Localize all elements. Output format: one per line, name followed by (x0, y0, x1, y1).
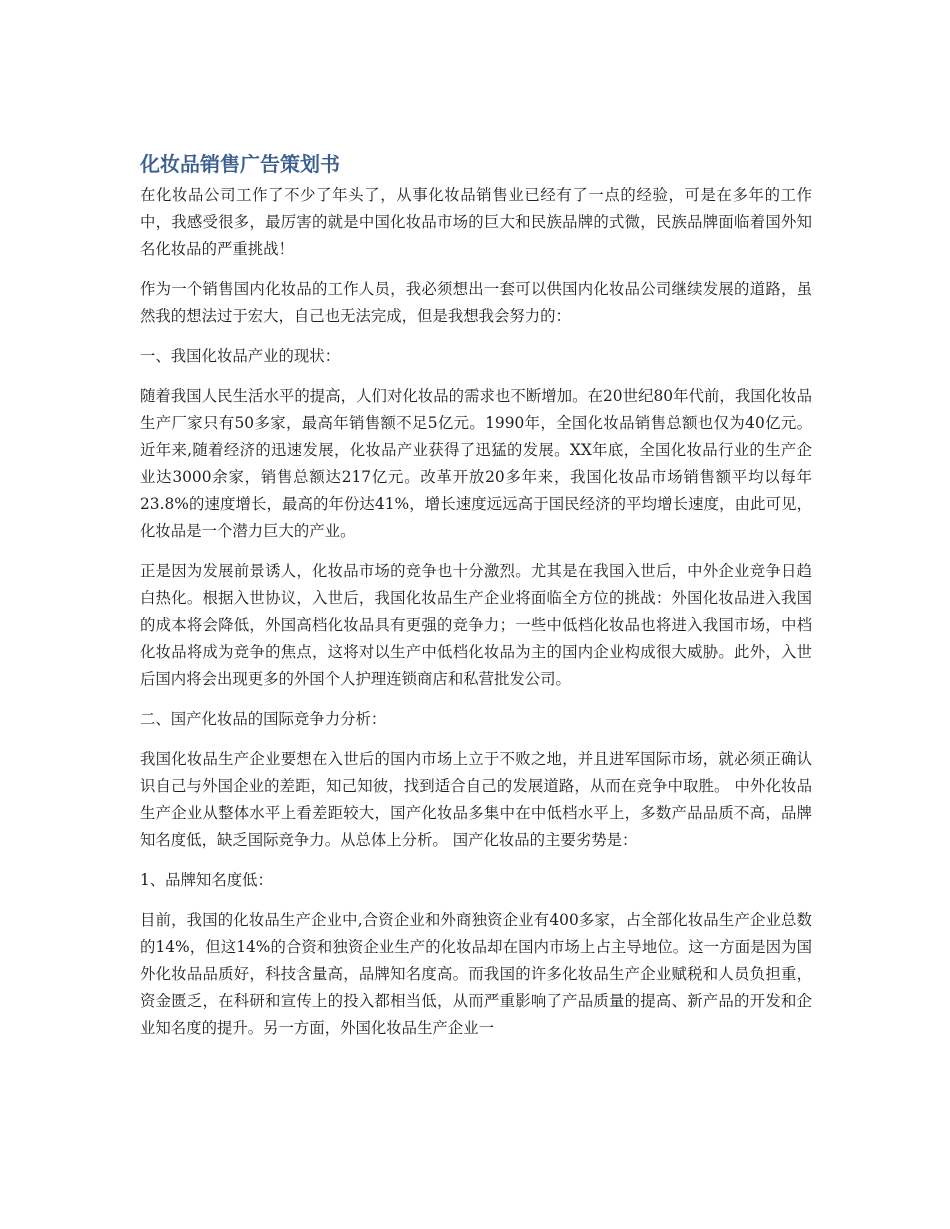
section-heading-2: 二、国产化妆品的国际竞争力分析： (140, 710, 387, 728)
paragraph-competition: 正是因为发展前景诱人，化妆品市场的竞争也十分激烈。尤其是在我国入世后，中外企业竞争日趋白热化。根据入世协议，入世后，我国化妆品生产企业将面临全方位的挑战：外国化妆品进入我国的成本将会降低，外国高档化妆品具有更强的竞争力；一些中低档化妆品也将进入我国市场，中档化妆品将成为竞争的焦点，这将对以生产中低档化妆品为主的国内企业构成很大威胁。此外，入世后国内将会出现更多的外国个人护理连锁商店和私营批发公司。 (140, 562, 812, 688)
document-title: 化妆品销售广告策划书 (140, 152, 340, 176)
paragraph-industry-status: 随着我国人民生活水平的提高，人们对化妆品的需求也不断增加。在20世纪80年代前，我国化妆品生产厂家只有50多家，最高年销售额不足5亿元。1990年，全国化妆品销售总额也仅为40亿元。近年来,随着经济的迅速发展，化妆品产业获得了迅猛的发展。XX年底，全国化妆品行业的生产企业达3000余家，销售总额达217亿元。改革开放20多年来，我国化妆品市场销售额平均以每年23.8%的速度增长，最高的年份达41%，增长速度远远高于国民经济的平均增长速度，由此可见，化妆品是一个潜力巨大的产业。 (140, 387, 812, 540)
paragraph-purpose: 作为一个销售国内化妆品的工作人员，我必须想出一套可以供国内化妆品公司继续发展的道路，虽然我的想法过于宏大，自己也无法完成，但是我想我会努力的： (140, 280, 812, 325)
paragraph-brand-awareness: 目前，我国的化妆品生产企业中,合资企业和外商独资企业有400多家，占全部化妆品生产企业总数的14%，但这14%的合资和独资企业生产的化妆品却在国内市场上占主导地位。这一方面是因为国外化妆品品质好，科技含量高，品牌知名度高。而我国的许多化妆品生产企业赋税和人员负担重，资金匮乏，在科研和宣传上的投入都相当低，从而严重影响了产品质量的提高、新产品的开发和企业知名度的提升。另一方面，外国化妆品生产企业一 (140, 911, 812, 1037)
section-heading-1: 一、我国化妆品产业的现状： (140, 347, 341, 365)
subsection-heading-1: 1、品牌知名度低： (140, 871, 273, 889)
paragraph-intro: 在化妆品公司工作了不少了年头了，从事化妆品销售业已经有了一点的经验，可是在多年的工作中，我感受很多，最厉害的就是中国化妆品市场的巨大和民族品牌的式微，民族品牌面临着国外知名化妆品的严重挑战！ (140, 186, 812, 258)
document-page (140, 150, 812, 1055)
paragraph-competitiveness: 我国化妆品生产企业要想在入世后的国内市场上立于不败之地，并且进军国际市场，就必须正确认识自己与外国企业的差距，知己知彼，找到适合自己的发展道路，从而在竞争中取胜。 中外化妆品生产企业从整体水平上看差距较大，国产化妆品多集中在中低档水平上，多数产品品质不高，品牌知名度低，缺乏国际竞争力。从总体上分析。 国产化妆品的主要劣势是： (140, 750, 812, 849)
